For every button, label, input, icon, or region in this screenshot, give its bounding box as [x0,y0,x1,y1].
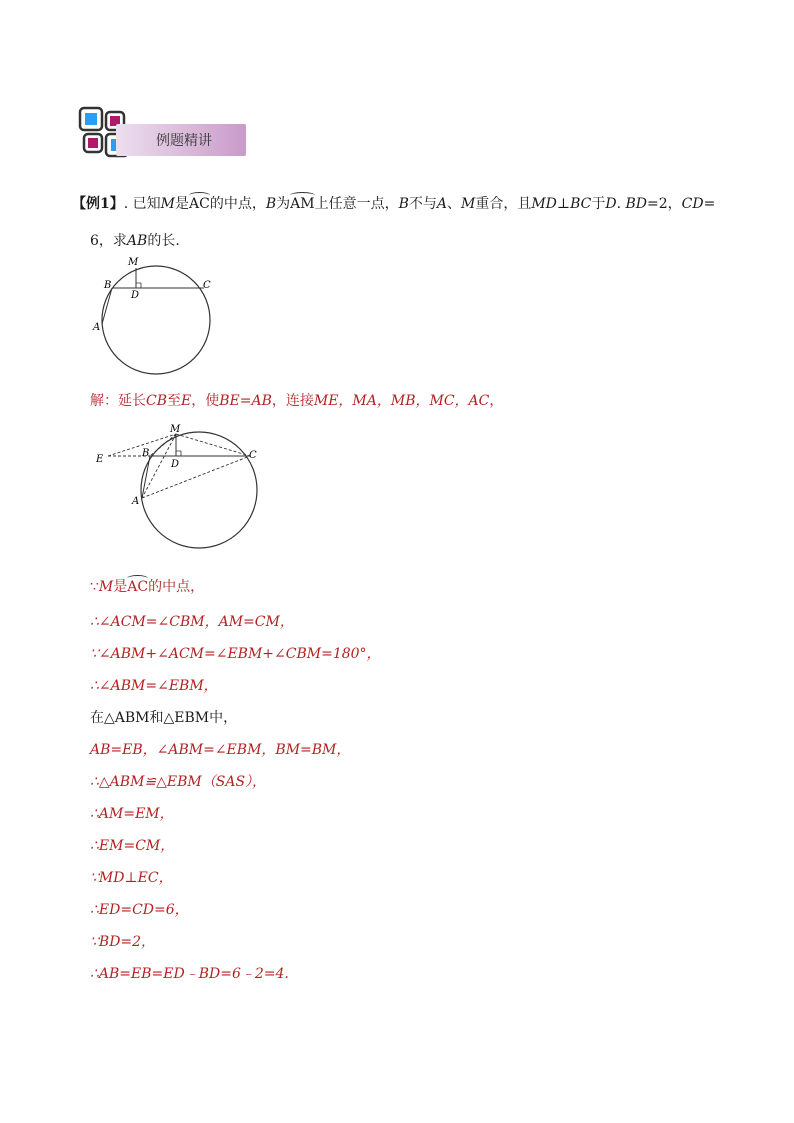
proof-step-9: ∴EM=CM， [90,838,175,854]
solution-intro: 解：延长CB至E，使BE=AB，连接ME，MA，MB，MC，AC， [90,393,504,409]
label-C: C [249,450,257,461]
label-A: A [132,496,140,507]
proof-step-12: ∵BD=2， [90,934,156,950]
label-A: A [93,322,101,333]
figure-1 [88,252,218,377]
proof-step-3: ∵∠ABM+∠ACM=∠EBM+∠CBM=180°， [90,646,381,662]
problem-line-1: 【例1】. 已知M是AC的中点，B为AM上任意一点，B不与A、M重合，且MD⊥BC于D. BD=2，CD= [72,196,716,212]
section-banner [78,106,248,164]
proof-step-7: ∴△ABM≌△EBM（SAS）， [90,774,267,790]
proof-step-11: ∴ED=CD=6， [90,902,189,918]
label-B: B [104,280,112,291]
arc-ac: AC [189,196,210,212]
proof-step-1: ∵M是AC的中点， [90,579,205,595]
proof-step-8: ∴AM=EM， [90,806,174,822]
label-D: D [171,459,180,470]
label-D: D [131,290,140,301]
proof-step-2: ∴∠ACM=∠CBM，AM=CM， [90,614,294,630]
arc-ac: AC [127,579,149,595]
proof-step-13: ∴AB=EB=ED﹣BD=6﹣2=4. [90,966,289,982]
proof-step-5: 在△ABM和△EBM中， [90,710,238,726]
proof-step-10: ∵MD⊥EC， [90,870,173,886]
proof-step-6: AB=EB，∠ABM=∠EBM，BM=BM， [90,742,351,758]
label-B: B [142,448,150,459]
problem-line-2: 6，求AB的长. [90,233,180,249]
figure-2 [90,418,270,554]
label-C: C [203,280,211,291]
section-title: 例题精讲 [156,133,212,149]
label-E: E [96,454,104,465]
problem-label: 【例1】 [72,196,124,212]
proof-step-4: ∴∠ABM=∠EBM， [90,678,218,694]
arc-am: AM [290,196,315,212]
label-M: M [128,257,139,268]
label-M: M [170,424,181,435]
section-title-bar [116,124,246,156]
